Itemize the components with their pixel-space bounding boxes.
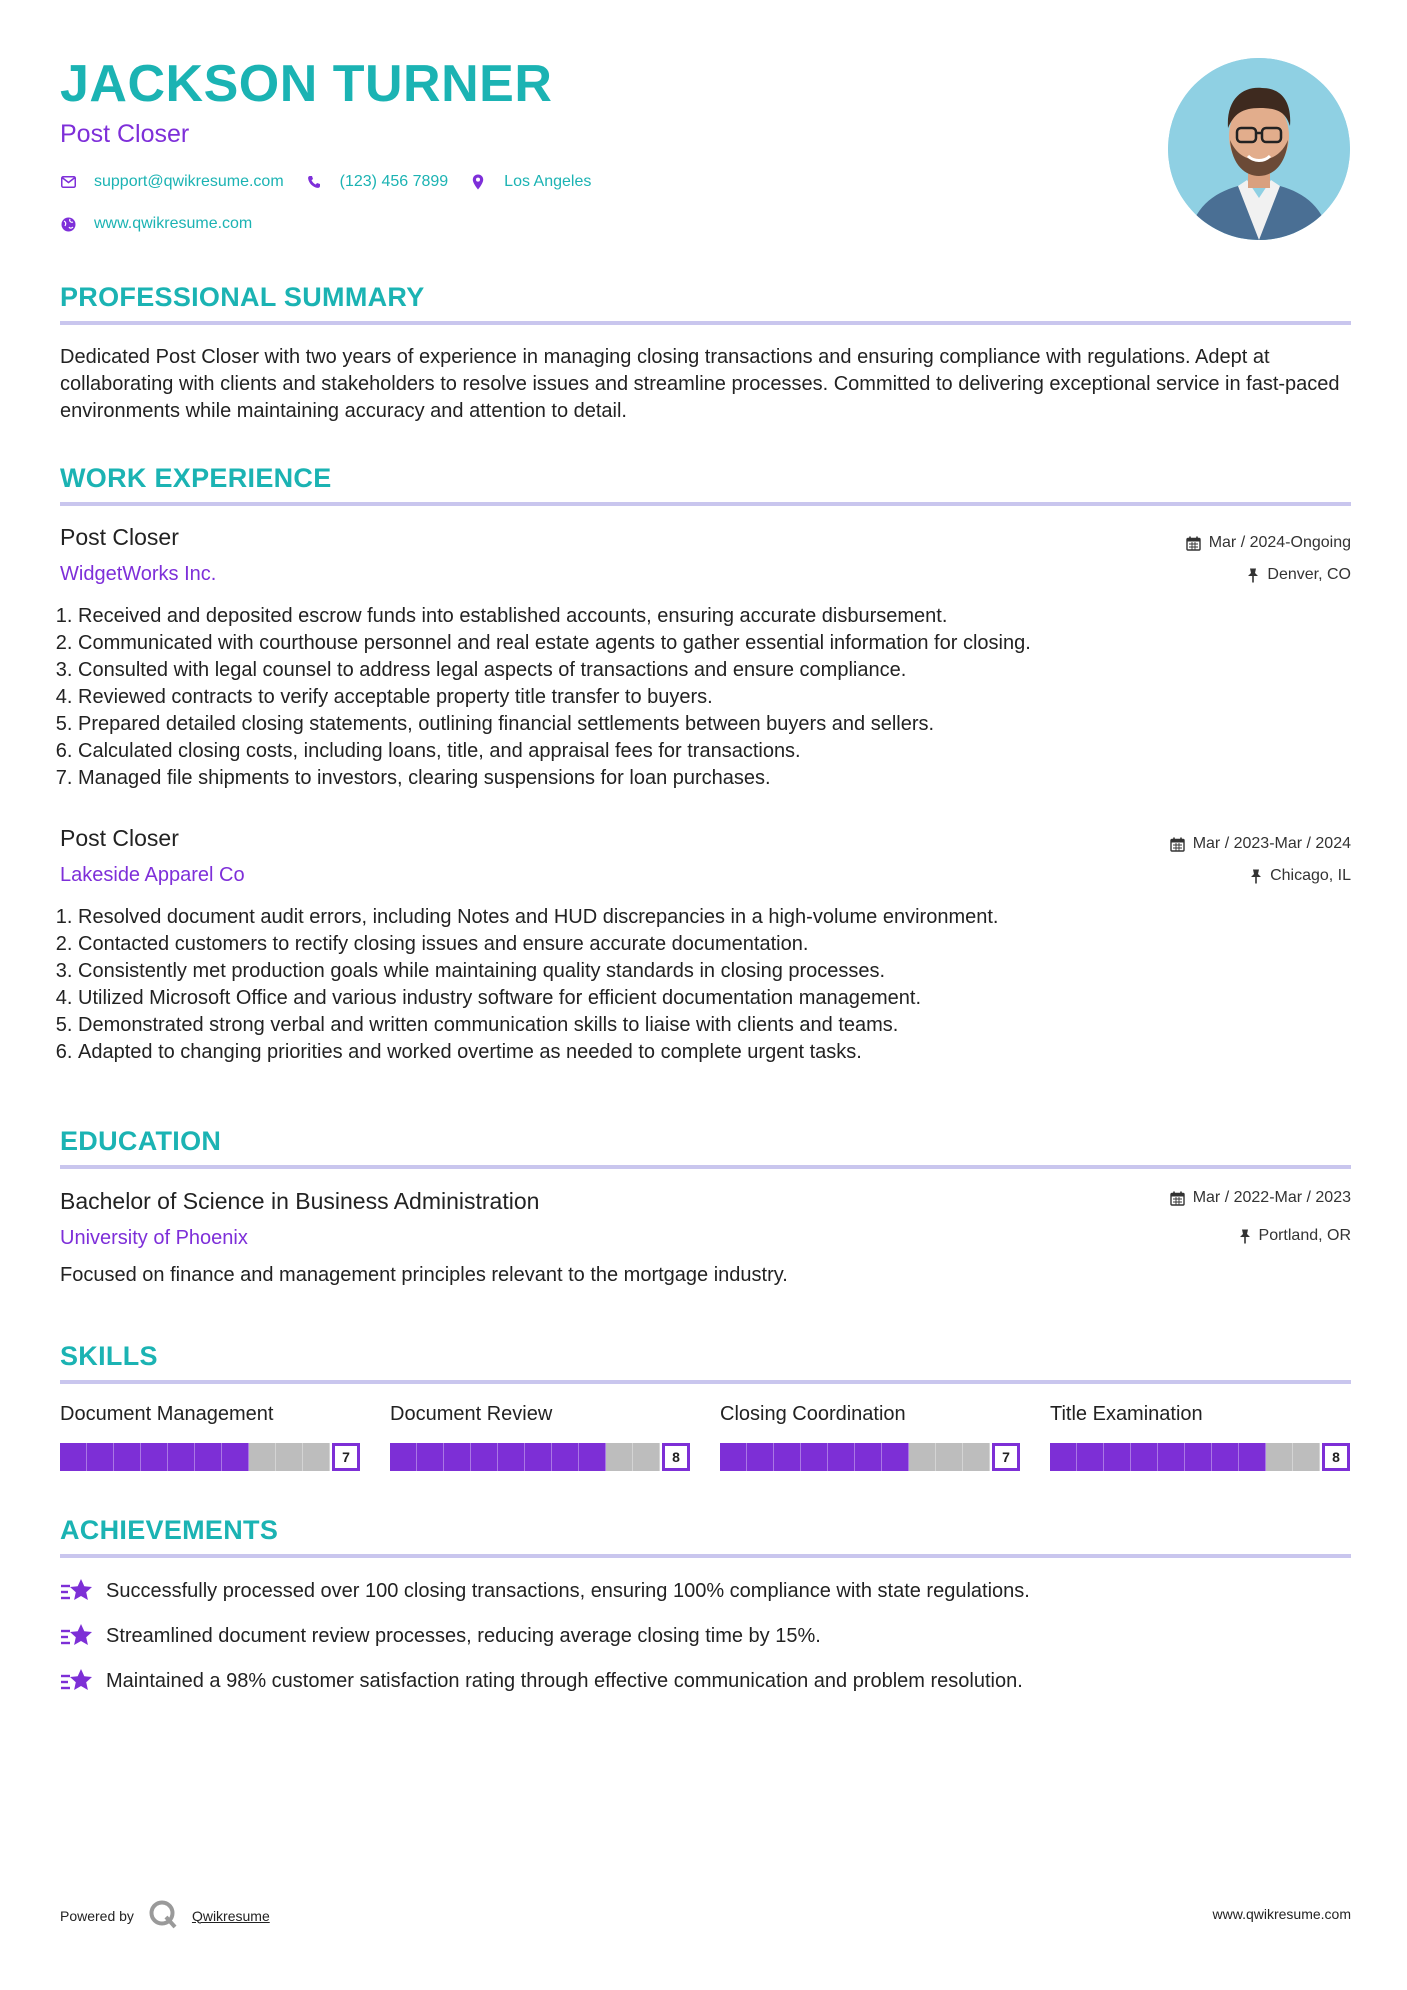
achievement-item [60, 1577, 1030, 1605]
skill-segment-filled [114, 1443, 141, 1471]
phone-icon [306, 174, 322, 190]
pushpin-icon [1250, 869, 1262, 884]
skill-item [60, 1403, 360, 1471]
skill-name: Document Review [390, 1403, 553, 1425]
degree-title: Bachelor of Science in Business Administration [60, 1188, 540, 1214]
section-title-experience: WORK EXPERIENCE [60, 463, 332, 493]
job-title: Post Closer [60, 524, 179, 550]
education-location [1239, 1227, 1351, 1245]
phone-text[interactable]: (123) 456 7899 [339, 173, 449, 190]
skill-segment-filled [141, 1443, 168, 1471]
skill-level-badge: 7 [992, 1443, 1020, 1471]
website-text[interactable]: www.qwikresume.com [94, 215, 253, 232]
skill-segment-filled [855, 1443, 882, 1471]
skill-segment-filled [1050, 1443, 1077, 1471]
achievement-text: Streamlined document review processes, reducing average closing time by 15%. [106, 1624, 821, 1647]
achievement-text: Maintained a 98% customer satisfaction rating through effective communication and problem resolution. [106, 1669, 1023, 1692]
skill-segment-empty [303, 1443, 330, 1471]
list-item: 5. Prepared detailed closing statements, outlining financial settlements between buyers and sellers. [78, 711, 1358, 738]
brand-link[interactable]: Qwikresume [191, 1907, 270, 1924]
skill-item [720, 1403, 1020, 1471]
skill-segment-filled [774, 1443, 801, 1471]
list-item: 4. Reviewed contracts to verify acceptable property title transfer to buyers. [78, 684, 1358, 711]
skill-level-badge: 7 [332, 1443, 360, 1471]
footer-powered-by [60, 1899, 270, 1932]
skill-segment-filled [552, 1443, 579, 1471]
skill-item [1050, 1403, 1350, 1471]
skill-segment-filled [471, 1443, 498, 1471]
shooting-star-icon [60, 1622, 94, 1650]
pushpin-icon [1239, 1229, 1251, 1244]
map-pin-icon [470, 174, 486, 190]
section-title-education: EDUCATION [60, 1126, 222, 1156]
job-duties-list [60, 904, 1358, 1066]
contact-location [470, 173, 591, 191]
skill-bar-track [720, 1443, 990, 1471]
job-location-text: Chicago, IL [1270, 867, 1351, 884]
skill-bar [1050, 1443, 1350, 1471]
skill-segment-empty [909, 1443, 936, 1471]
skill-segment-filled [168, 1443, 195, 1471]
skill-segment-empty [1293, 1443, 1320, 1471]
skill-segment-filled [882, 1443, 909, 1471]
job-dates-text: Mar / 2023-Mar / 2024 [1192, 835, 1351, 852]
shooting-star-icon [60, 1667, 94, 1695]
skill-segment-filled [525, 1443, 552, 1471]
section-title-summary: PROFESSIONAL SUMMARY [60, 282, 425, 312]
skill-name: Closing Coordination [720, 1403, 906, 1425]
skill-segment-filled [579, 1443, 606, 1471]
skill-segment-filled [444, 1443, 471, 1471]
skill-bar [720, 1443, 1020, 1471]
list-item: 5. Demonstrated strong verbal and written communication skills to liaise with clients and teams. [78, 1012, 1358, 1039]
skill-segment-filled [1239, 1443, 1266, 1471]
education-dates [1170, 1189, 1351, 1207]
skill-name: Document Management [60, 1403, 274, 1425]
job-location-text: Denver, CO [1267, 566, 1351, 583]
skill-segment-empty [606, 1443, 633, 1471]
calendar-icon [1186, 536, 1201, 551]
skill-segment-filled [222, 1443, 249, 1471]
job-title: Post Closer [60, 825, 179, 851]
calendar-icon [1170, 837, 1185, 852]
job-location [1247, 566, 1351, 584]
section-title-skills: SKILLS [60, 1341, 158, 1371]
section-divider [60, 321, 1351, 325]
skill-segment-filled [1212, 1443, 1239, 1471]
qwikresume-logo-icon [148, 1899, 178, 1932]
candidate-role: Post Closer [60, 120, 190, 148]
contact-row-secondary [60, 215, 274, 233]
skill-bar [60, 1443, 360, 1471]
skill-level-badge: 8 [1322, 1443, 1350, 1471]
summary-text: Dedicated Post Closer with two years of experience in managing closing transactions and ensuring compliance with regulations. Adept at collaborating with clients and stakeholders to resolve issues and streamline processes. Committed to delivering exceptional service in fast-paced environments while maintaining accuracy and attention to detail. [60, 346, 1340, 422]
job-company: Lakeside Apparel Co [60, 864, 245, 886]
job-company: WidgetWorks Inc. [60, 563, 217, 585]
education-location-text: Portland, OR [1258, 1227, 1351, 1244]
skill-segment-filled [417, 1443, 444, 1471]
skill-segment-filled [390, 1443, 417, 1471]
skill-level-badge: 8 [662, 1443, 690, 1471]
envelope-icon [60, 174, 76, 190]
shooting-star-icon [60, 1577, 94, 1605]
list-item: 4. Utilized Microsoft Office and various industry software for efficient documentation management. [78, 985, 1358, 1012]
section-divider [60, 502, 1351, 506]
skill-segment-empty [963, 1443, 990, 1471]
list-item: 1. Resolved document audit errors, including Notes and HUD discrepancies in a high-volume environment. [78, 904, 1358, 931]
list-item: 2. Communicated with courthouse personnel and real estate agents to gather essential information for closing. [78, 630, 1358, 657]
job-duties-list [60, 603, 1358, 792]
list-item: 6. Calculated closing costs, including loans, title, and appraisal fees for transactions. [78, 738, 1358, 765]
job-dates-text: Mar / 2024-Ongoing [1208, 534, 1351, 551]
location-text: Los Angeles [504, 173, 592, 190]
skill-bar-track [60, 1443, 330, 1471]
profile-photo [1168, 58, 1350, 240]
skill-segment-filled [747, 1443, 774, 1471]
achievement-item [60, 1667, 1023, 1695]
list-item: 1. Received and deposited escrow funds into established accounts, ensuring accurate disbursement. [78, 603, 1358, 630]
achievement-text: Successfully processed over 100 closing transactions, ensuring 100% compliance with state regulations. [106, 1579, 1030, 1602]
powered-by-label: Powered by [60, 1907, 134, 1924]
skill-segment-filled [801, 1443, 828, 1471]
contact-phone[interactable] [306, 173, 449, 191]
list-item: 3. Consistently met production goals while maintaining quality standards in closing processes. [78, 958, 1358, 985]
skill-item [390, 1403, 690, 1471]
list-item: 3. Consulted with legal counsel to address legal aspects of transactions and ensure compliance. [78, 657, 1358, 684]
globe-icon [60, 216, 76, 232]
footer-website[interactable]: www.qwikresume.com [1212, 1906, 1351, 1922]
list-item: 6. Adapted to changing priorities and worked overtime as needed to complete urgent tasks. [78, 1039, 1358, 1066]
skill-segment-filled [60, 1443, 87, 1471]
section-divider [60, 1165, 1351, 1169]
skill-segment-empty [633, 1443, 660, 1471]
section-title-achievements: ACHIEVEMENTS [60, 1515, 279, 1545]
skill-bar [390, 1443, 690, 1471]
calendar-icon [1170, 1191, 1185, 1206]
skill-bar-track [1050, 1443, 1320, 1471]
skill-name: Title Examination [1050, 1403, 1203, 1425]
school-name: University of Phoenix [60, 1227, 248, 1249]
skill-segment-filled [720, 1443, 747, 1471]
contact-website[interactable] [60, 215, 252, 233]
skill-segment-empty [936, 1443, 963, 1471]
contact-row-primary [60, 173, 613, 191]
skill-segment-filled [1158, 1443, 1185, 1471]
skill-segment-filled [87, 1443, 114, 1471]
job-dates [1170, 835, 1351, 853]
skill-bar-track [390, 1443, 660, 1471]
skill-segment-empty [249, 1443, 276, 1471]
email-text[interactable]: support@qwikresume.com [94, 173, 284, 190]
education-dates-text: Mar / 2022-Mar / 2023 [1192, 1189, 1351, 1206]
job-location [1250, 867, 1351, 885]
section-divider [60, 1554, 1351, 1558]
resume-page [60, 0, 1351, 1990]
skill-segment-empty [276, 1443, 303, 1471]
skill-segment-filled [1185, 1443, 1212, 1471]
skill-segment-filled [1104, 1443, 1131, 1471]
achievement-item [60, 1622, 821, 1650]
skill-segment-filled [498, 1443, 525, 1471]
pushpin-icon [1247, 568, 1259, 583]
skill-segment-empty [1266, 1443, 1293, 1471]
contact-email[interactable] [60, 173, 284, 191]
candidate-name: JACKSON TURNER [60, 55, 553, 113]
skill-segment-filled [828, 1443, 855, 1471]
skill-segment-filled [195, 1443, 222, 1471]
skill-segment-filled [1131, 1443, 1158, 1471]
education-description: Focused on finance and management principles relevant to the mortgage industry. [60, 1264, 788, 1286]
list-item: 7. Managed file shipments to investors, clearing suspensions for loan purchases. [78, 765, 1358, 792]
skill-segment-filled [1077, 1443, 1104, 1471]
job-dates [1186, 534, 1351, 552]
list-item: 2. Contacted customers to rectify closing issues and ensure accurate documentation. [78, 931, 1358, 958]
section-divider [60, 1380, 1351, 1384]
